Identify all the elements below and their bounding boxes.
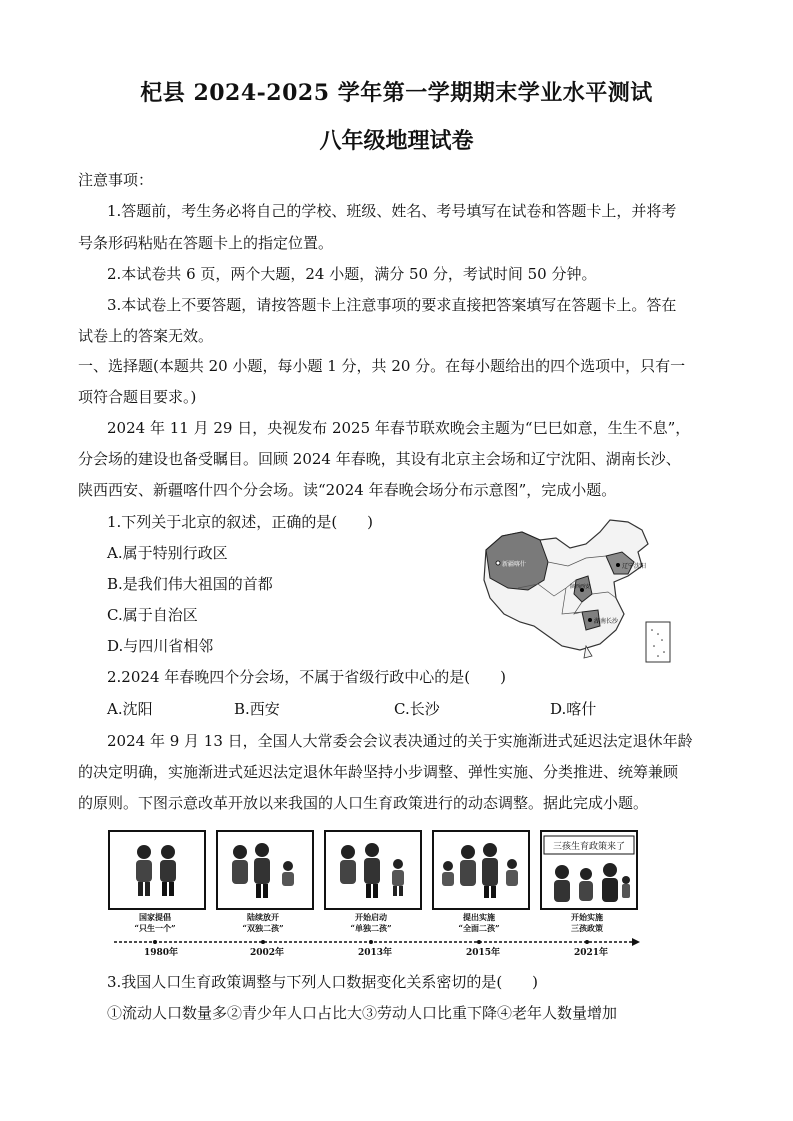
family-one-child-illustration [110, 832, 204, 908]
policy-caption-1980-top: 国家提倡 [139, 912, 171, 922]
question-1-option-c: C.属于自治区 [107, 606, 198, 624]
question-2-option-c: C.长沙 [394, 700, 440, 718]
question-1-option-a: A.属于特别行政区 [107, 544, 228, 562]
timeline-year-2013: 2013年 [358, 948, 393, 958]
policy-caption-2002-top: 陆续放开 [247, 912, 279, 922]
policy-caption-2015-bottom: “全面二孩” [458, 923, 500, 933]
policy-caption-2015-top: 提出实施 [463, 912, 495, 922]
question-2-option-d: D.喀什 [550, 700, 597, 718]
timeline-year-1980: 1980年 [144, 948, 179, 958]
passage-2-line-2: 的决定明确，实施渐进式延迟法定退休年龄坚持小步调整、弹性实施、分类推进、统筹兼顾 [78, 763, 679, 781]
policy-caption-2021-bottom: 三孩政策 [571, 923, 603, 933]
policy-panel-2015 [432, 830, 530, 910]
question-1-stem: 1.下列关于北京的叙述，正确的是( ) [107, 513, 374, 531]
question-2-option-a: A.沈阳 [107, 700, 153, 718]
policy-caption-2013-top: 开始启动 [355, 912, 387, 922]
notice-item-1-line-2: 号条形码粘贴在答题卡上的指定位置。 [78, 234, 334, 252]
family-single-only-illustration [326, 832, 420, 908]
policy-caption-1980-bottom: “只生一个” [134, 923, 176, 933]
kashgar-label: 新疆喀什 [502, 561, 527, 568]
changsha-label: 湖南长沙 [594, 618, 619, 625]
gala-venue-map [478, 518, 683, 670]
passage-2-line-3: 的原则。下图示意改革开放以来我国的人口生育政策进行的动态调整。据此完成小题。 [78, 794, 649, 812]
question-3-choices: ①流动人口数量多②青少年人口占比大③劳动人口比重下降④老年人数量增加 [107, 1004, 618, 1022]
question-1-option-b: B.是我们伟大祖国的首都 [107, 575, 273, 593]
exam-title: 杞县 2024-2025 学年第一学期期末学业水平测试 [140, 80, 653, 106]
question-2-stem: 2.2024 年春晚四个分会场，不属于省级行政中心的是( ) [107, 668, 506, 686]
shenyang-marker [616, 563, 620, 567]
passage-1-line-2: 分会场的建设也备受瞩目。回顾 2024 年春晚，其设有北京主会场和辽宁沈阳、湖南长沙、 [78, 450, 681, 468]
xian-label: 陕西西安 [570, 584, 591, 590]
three-child-banner-text: 三孩生育政策来了 [552, 842, 626, 852]
question-2-option-b: B.西安 [234, 700, 280, 718]
timeline-year-2015: 2015年 [466, 948, 501, 958]
policy-panel-2013 [324, 830, 422, 910]
shenyang-label: 辽宁沈阳 [622, 563, 647, 570]
exam-subtitle: 八年级地理试卷 [319, 128, 474, 154]
policy-caption-2002-bottom: “双独二孩” [242, 923, 284, 933]
policy-caption-2013-bottom: “单独二孩” [350, 923, 392, 933]
policy-caption-2021-top: 开始实施 [571, 912, 603, 922]
section-heading-line-1: 一、选择题(本题共 20 小题，每小题 1 分，共 20 分。在每小题给出的四个选项中，只有一 [78, 357, 686, 375]
passage-2-line-1: 2024 年 9 月 13 日，全国人大常委会会议表决通过的关于实施渐进式延迟法定退休年龄 [107, 732, 693, 750]
policy-panel-2021 [540, 830, 638, 910]
family-universal-two-child-illustration [434, 832, 528, 908]
policy-panel-1980 [108, 830, 206, 910]
notice-item-1-line-1: 1.答题前，考生务必将自己的学校、班级、姓名、考号填写在试卷和答题卡上，并将考 [107, 202, 677, 220]
timeline-year-2002: 2002年 [250, 948, 285, 958]
question-3-stem: 3.我国人口生育政策调整与下列人口数据变化关系密切的是( ) [107, 973, 539, 991]
notice-item-3-line-1: 3.本试卷上不要答题，请按答题卡上注意事项的要求直接把答案填写在答题卡上。答在 [107, 296, 677, 314]
timeline-year-2021: 2021年 [574, 948, 609, 958]
family-double-only-illustration [218, 832, 312, 908]
policy-panel-2002 [216, 830, 314, 910]
passage-1-line-3: 陕西西安、新疆喀什四个分会场。读“2024 年春晚会场分布示意图”，完成小题。 [78, 481, 617, 499]
kashgar-marker [496, 561, 500, 565]
changsha-marker [588, 618, 592, 622]
question-1-option-d: D.与四川省相邻 [107, 637, 214, 655]
passage-1-line-1: 2024 年 11 月 29 日，央视发布 2025 年春节联欢晚会主题为“巳巳如意，生生不息”， [107, 419, 691, 437]
birth-policy-timeline [108, 824, 643, 959]
notice-item-3-line-2: 试卷上的答案无效。 [78, 327, 214, 345]
three-child-policy-illustration [542, 832, 636, 908]
section-heading-line-2: 项符合题目要求。) [78, 388, 197, 406]
notice-item-2: 2.本试卷共 6 页，两个大题，24 小题，满分 50 分，考试时间 50 分钟。 [107, 265, 597, 283]
notice-heading: 注意事项： [78, 171, 154, 189]
